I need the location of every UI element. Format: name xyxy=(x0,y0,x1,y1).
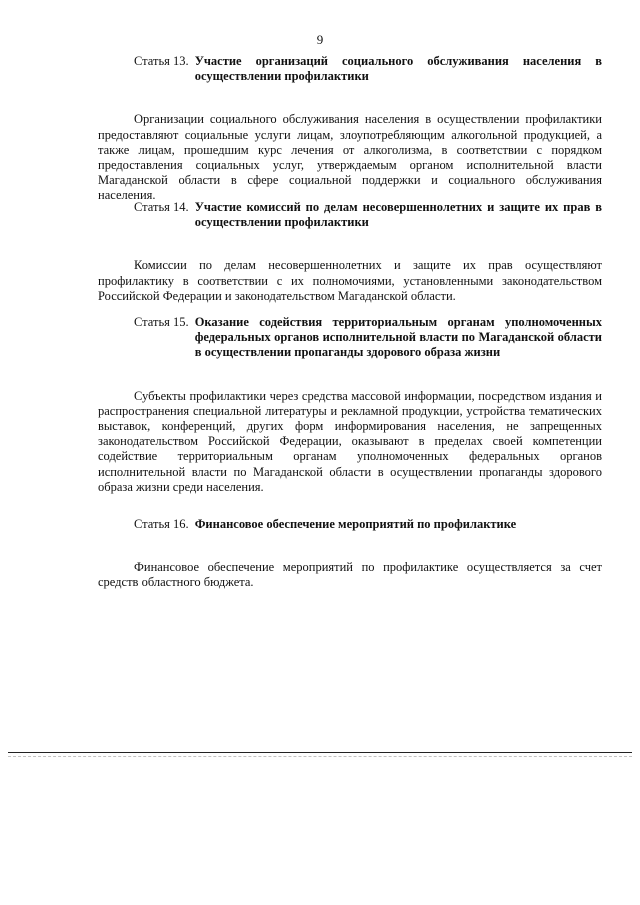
article-label: Статья 13. xyxy=(134,54,189,68)
article-13 xyxy=(98,54,602,204)
article-body: Финансовое обеспечение мероприятий по профилактике осуществляется за счет средств областного бюджета. xyxy=(98,560,602,590)
article-label: Статья 16. xyxy=(134,517,189,531)
scan-edge-line xyxy=(8,752,632,753)
article-label: Статья 15. xyxy=(134,315,189,329)
article-14 xyxy=(98,200,602,304)
article-16 xyxy=(98,517,602,591)
page-number: 9 xyxy=(316,32,324,47)
article-heading xyxy=(98,315,602,361)
article-heading xyxy=(98,200,602,230)
scan-edge-shadow xyxy=(8,756,632,757)
article-15 xyxy=(98,315,602,495)
article-body: Комиссии по делам несовершеннолетних и защите их прав осуществляют профилактику в соответствии с их полномочиями, установленными законодательством Российской Федерации и законодательством Магаданской области. xyxy=(98,258,602,303)
article-title: Оказание содействия территориальным органам уполномоченных федеральных органов исполнительной власти по Магаданской области в осуществлении пропаганды здорового образа жизни xyxy=(194,315,602,360)
article-body: Субъекты профилактики через средства массовой информации, посредством издания и распространения специальной литературы и рекламной продукции, устройства тематических выставок, конференций, других форм информирования населения, не запрещенных законодательством Российской Федерации, оказывают в пределах своей компетенции содействие территориальным органам уполномоченных федеральных органов исполнительной власти по Магаданской области в осуществлении пропаганды здорового образа жизни среди населения. xyxy=(98,388,602,494)
article-title: Участие организаций социального обслуживания населения в осуществлении профилактики xyxy=(194,54,602,84)
article-title: Участие комиссий по делам несовершеннолетних и защите их прав в осуществлении профилактики xyxy=(194,200,602,230)
article-heading xyxy=(98,54,602,84)
article-label: Статья 14. xyxy=(134,200,189,214)
article-title: Финансовое обеспечение мероприятий по профилактике xyxy=(194,517,517,531)
article-body: Организации социального обслуживания населения в осуществлении профилактики предоставляют социальные услуги лицам, злоупотребляющим алкогольной продукцией, а также лицам, прошедшим курс лечения от алкоголизма, в соответствии с порядком предоставления социальных услуг, утверждаемым органом исполнительной власти Магаданской области в сфере социальной поддержки и социального обслуживания населения. xyxy=(98,112,602,203)
article-heading xyxy=(98,517,602,532)
